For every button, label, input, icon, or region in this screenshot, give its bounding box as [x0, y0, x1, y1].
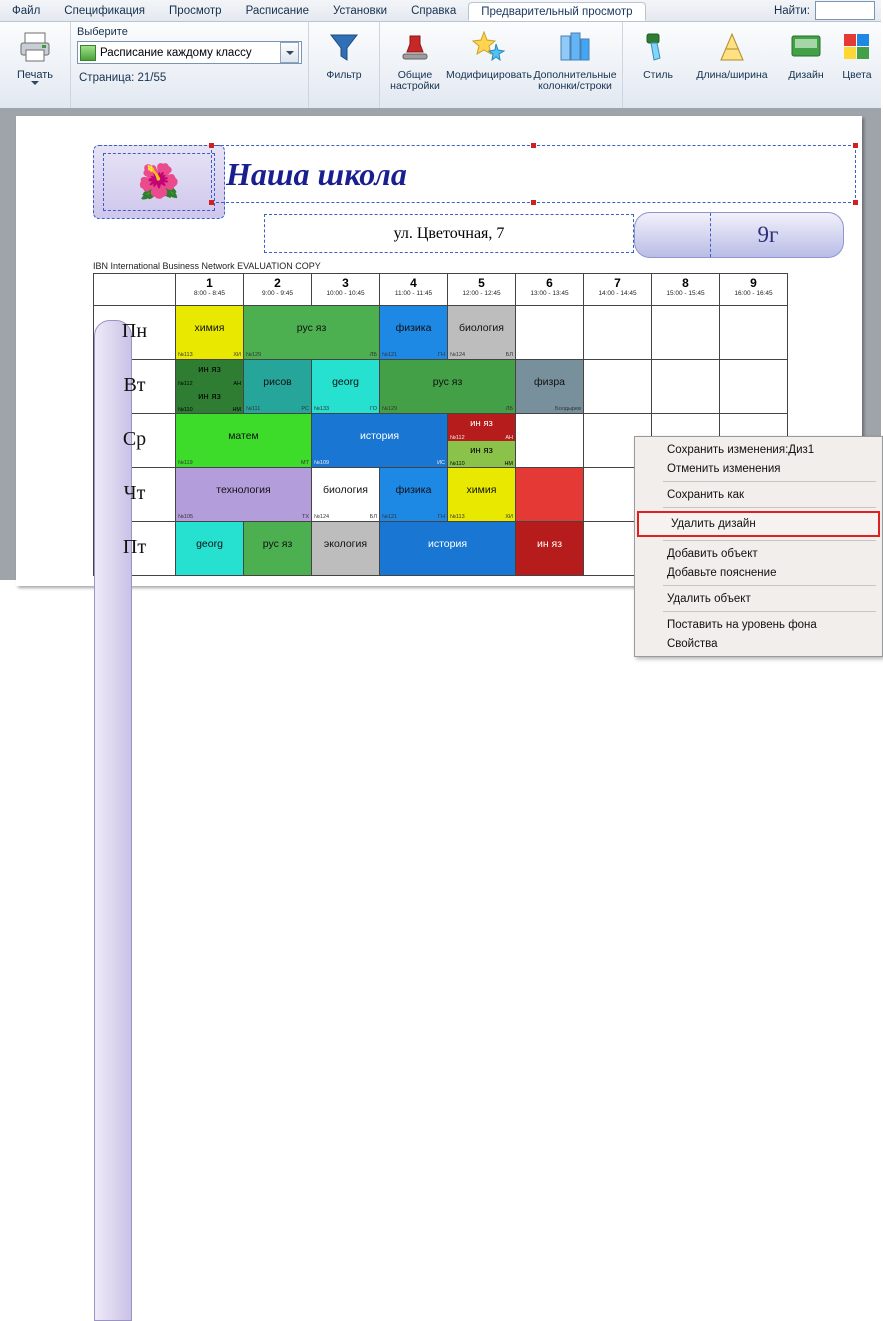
length-width-button[interactable] — [689, 24, 775, 108]
columns-icon — [558, 30, 592, 67]
design-button-label: Дизайн — [788, 69, 824, 81]
extra-columns-rows-label: Дополнительные колонки/строки — [533, 69, 617, 92]
class-badge-object[interactable] — [634, 212, 844, 258]
schedule-type-value: Расписание каждому классу — [100, 46, 252, 59]
resize-handle[interactable] — [209, 200, 214, 205]
palette-icon — [840, 30, 874, 67]
print-button-label: Печать — [16, 69, 54, 81]
day-cell-thu — [94, 468, 176, 522]
general-settings-label: Общие настройки — [390, 69, 440, 92]
context-menu-separator — [663, 540, 876, 541]
lesson-cell[interactable] — [516, 468, 584, 522]
print-button[interactable] — [4, 24, 66, 108]
length-width-label: Длина/ширина — [696, 69, 768, 81]
context-menu-item-send-to-background[interactable]: Поставить на уровень фона — [667, 618, 817, 631]
lesson-header-5: 5 12:00 - 12:45 — [448, 274, 516, 306]
address-object[interactable] — [264, 214, 634, 253]
lesson-cell[interactable]: история — [380, 522, 516, 576]
find-label: Найти: — [773, 4, 810, 17]
lesson-cell-empty[interactable] — [652, 360, 720, 414]
schedule-type-combo[interactable] — [77, 41, 302, 64]
context-menu-separator — [663, 481, 876, 482]
menu-item-help[interactable]: Справка — [411, 4, 457, 17]
lesson-header-9: 9 16:00 - 16:45 — [720, 274, 788, 306]
design-icon — [789, 30, 823, 67]
day-label: Пт — [122, 536, 147, 558]
resize-handle[interactable] — [531, 143, 536, 148]
table-row[interactable] — [94, 306, 788, 360]
modify-button[interactable] — [446, 24, 532, 108]
toolbar-group-filter — [309, 22, 380, 108]
lesson-cell[interactable]: georg — [176, 522, 244, 576]
resize-handle[interactable] — [853, 200, 858, 205]
printer-icon — [17, 30, 53, 67]
lesson-header-2: 2 9:00 - 9:45 — [244, 274, 312, 306]
toolbar-group-edit — [380, 22, 623, 108]
design-button[interactable] — [775, 24, 837, 108]
lesson-cell[interactable]: физра Болдырев — [516, 360, 584, 414]
find-input[interactable] — [815, 1, 875, 20]
resize-handle[interactable] — [531, 200, 536, 205]
day-label: Чт — [123, 482, 146, 504]
lesson-header-7: 7 14:00 - 14:45 — [584, 274, 652, 306]
context-menu[interactable] — [634, 436, 883, 657]
context-menu-item-properties[interactable]: Свойства — [667, 637, 718, 650]
colors-button[interactable] — [837, 24, 877, 108]
schedule-icon — [80, 45, 96, 61]
lesson-cell[interactable]: физика №121 ГН — [380, 468, 448, 522]
context-menu-separator — [663, 585, 876, 586]
day-cell-mon — [94, 306, 176, 360]
preview-canvas[interactable] — [0, 108, 881, 650]
menu-item-file[interactable]: Файл — [12, 4, 41, 17]
timetable-header-row — [94, 274, 788, 306]
lesson-cell[interactable]: рус яз №129 ЛБ — [380, 360, 516, 414]
lesson-cell[interactable]: история №109 ИС — [312, 414, 448, 468]
page-indicator: Страница: 21/55 — [79, 72, 167, 84]
lesson-header-4: 4 11:00 - 11:45 — [380, 274, 448, 306]
lesson-cell[interactable]: химия №113 ХИ — [448, 468, 516, 522]
select-caption: Выберите — [77, 26, 128, 38]
style-button-label: Стиль — [643, 69, 673, 81]
filter-button-label: Фильтр — [326, 69, 362, 81]
stamp-icon — [398, 30, 432, 67]
lesson-cell[interactable]: рус яз — [244, 522, 312, 576]
lesson-cell-empty[interactable] — [584, 360, 652, 414]
school-title-object[interactable] — [211, 145, 856, 203]
lesson-header-6: 6 13:00 - 13:45 — [516, 274, 584, 306]
day-cell-wed — [94, 414, 176, 468]
toolbar — [0, 22, 881, 109]
day-label: Пн — [121, 320, 148, 342]
context-menu-item-delete-design[interactable]: Удалить дизайн — [637, 511, 880, 537]
lesson-header-1: 1 8:00 - 8:45 — [176, 274, 244, 306]
find-area — [774, 0, 881, 21]
toolbar-group-design — [623, 22, 881, 108]
lesson-cell[interactable]: рус яз №129 ЛБ — [244, 306, 380, 360]
lesson-cell[interactable]: рисов №111 РС — [244, 360, 312, 414]
toolbar-group-print — [0, 22, 71, 108]
lesson-cell[interactable]: технология №105 ТХ — [176, 468, 312, 522]
resize-handle[interactable] — [209, 143, 214, 148]
lesson-cell[interactable]: химия №113 ХИ — [176, 306, 244, 360]
context-menu-item-save-changes[interactable]: Сохранить изменения:Диз1 — [667, 443, 815, 456]
lesson-cell[interactable]: экология — [312, 522, 380, 576]
day-cell-fri — [94, 522, 176, 576]
extra-columns-rows-button[interactable] — [532, 24, 618, 108]
day-label: Вт — [123, 374, 146, 396]
resize-handle[interactable] — [853, 143, 858, 148]
lesson-cell-empty[interactable] — [516, 414, 584, 468]
context-menu-separator — [663, 611, 876, 612]
lesson-cell-split[interactable]: ин яз №112 АН ин яз №110 НМ — [448, 414, 516, 468]
flower-icon: 🌺 — [137, 163, 181, 201]
context-menu-item-add-note[interactable]: Добавьте пояснение — [667, 566, 777, 579]
chevron-down-icon[interactable] — [31, 81, 39, 85]
menu-item-view[interactable]: Просмотр — [169, 4, 222, 17]
menu-item-specification[interactable]: Спецификация — [64, 4, 146, 17]
lesson-cell-empty[interactable] — [516, 306, 584, 360]
lesson-cell[interactable]: физика №121 ГН — [380, 306, 448, 360]
style-button[interactable] — [627, 24, 689, 108]
lesson-header-8: 8 15:00 - 15:45 — [652, 274, 720, 306]
lesson-cell-split[interactable]: ин яз №112 АН ин яз №110 НМ — [176, 360, 244, 414]
filter-button[interactable] — [313, 24, 375, 108]
toolbar-group-select — [71, 22, 309, 108]
context-menu-item-add-object[interactable]: Добавить объект — [667, 547, 758, 560]
combo-chevron-down-icon[interactable] — [280, 42, 299, 63]
lesson-cell-empty[interactable] — [720, 360, 788, 414]
timetable-corner-cell — [94, 274, 176, 306]
modify-button-label: Модифицировать — [446, 69, 532, 81]
funnel-icon — [327, 30, 361, 67]
lesson-cell-empty[interactable] — [720, 306, 788, 360]
lesson-cell[interactable]: матем №119 МТ — [176, 414, 312, 468]
day-cell-tue — [94, 360, 176, 414]
evaluation-note: IBN International Business Network EVALUATION COPY — [93, 261, 321, 271]
menu-item-settings[interactable]: Установки — [332, 4, 388, 17]
lesson-cell-empty[interactable] — [584, 306, 652, 360]
stars-icon — [472, 30, 506, 67]
menu-bar — [0, 0, 881, 22]
lesson-cell[interactable]: georg №133 ГО — [312, 360, 380, 414]
lesson-cell[interactable]: ин яз — [516, 522, 584, 576]
school-title-text: Наша школа — [226, 155, 407, 192]
lesson-cell-empty[interactable] — [652, 306, 720, 360]
day-label: Ср — [122, 428, 147, 450]
menu-item-schedule[interactable]: Расписание — [245, 4, 309, 17]
lesson-cell[interactable]: биология №124 БЛ — [312, 468, 380, 522]
general-settings-button[interactable] — [384, 24, 446, 108]
lesson-header-3: 3 10:00 - 10:45 — [312, 274, 380, 306]
badge-divider — [710, 213, 711, 257]
colors-button-label: Цвета — [842, 69, 872, 81]
context-menu-item-save-as[interactable]: Сохранить как — [667, 488, 745, 501]
lesson-cell[interactable]: биология №124 БЛ — [448, 306, 516, 360]
context-menu-item-cancel-changes[interactable]: Отменить изменения — [667, 462, 781, 475]
menu-item-print-preview[interactable]: Предварительный просмотр — [468, 2, 645, 21]
table-row[interactable] — [94, 360, 788, 414]
ruler-icon — [715, 30, 749, 67]
brush-icon — [641, 30, 675, 67]
context-menu-item-delete-object[interactable]: Удалить объект — [667, 592, 751, 605]
context-menu-separator — [663, 507, 876, 508]
logo-object[interactable] — [93, 145, 225, 219]
class-label: 9г — [757, 222, 779, 247]
address-text: ул. Цветочная, 7 — [393, 224, 505, 242]
